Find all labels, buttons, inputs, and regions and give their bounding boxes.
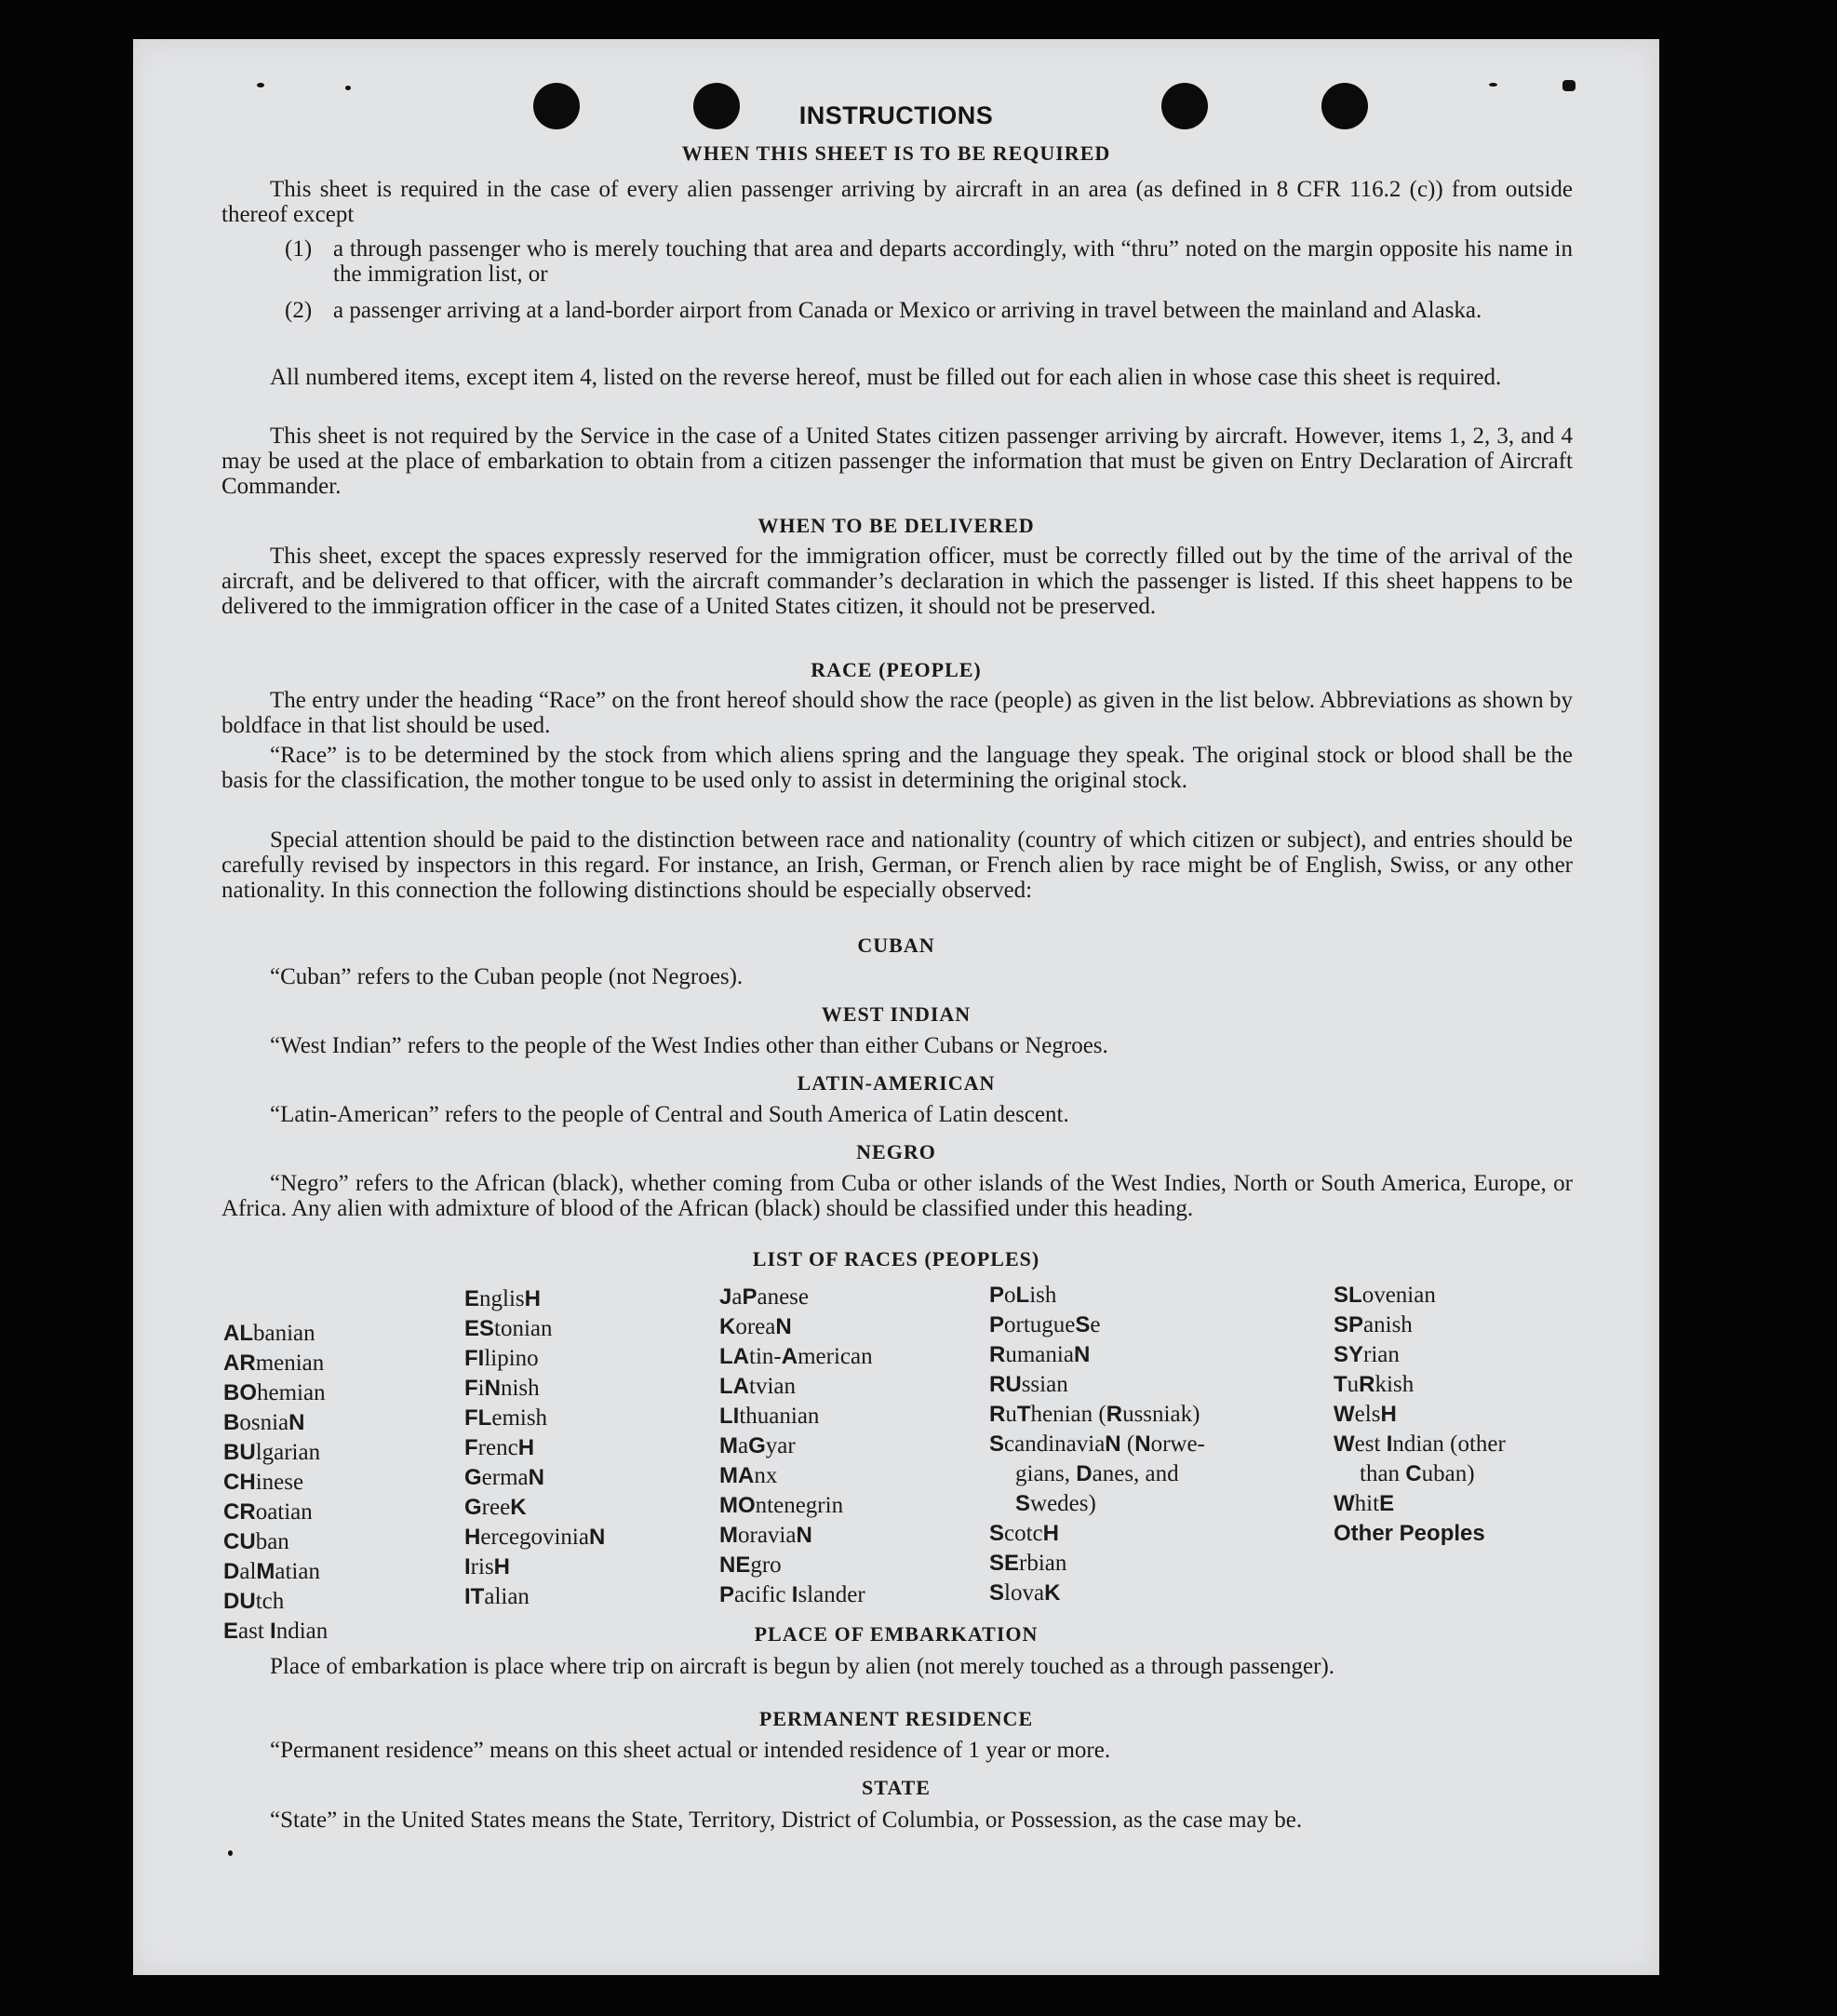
race-list-item: DUtch <box>223 1589 285 1614</box>
race-list-item: FrencH <box>464 1435 535 1460</box>
exception-item-2 <box>285 298 1573 323</box>
race-list-item: GermaN <box>464 1465 544 1490</box>
race-list-item: BOhemian <box>223 1380 326 1405</box>
race-list-column-4 <box>989 1281 1205 1608</box>
race-list-item: WelsH <box>1334 1402 1397 1427</box>
race-list-item: SYrian <box>1334 1342 1400 1367</box>
exception-item-1 <box>285 236 1573 287</box>
race-list-item: East Indian <box>223 1619 329 1644</box>
section-heading: WEST INDIAN <box>821 1002 972 1026</box>
section-heading: WHEN THIS SHEET IS TO BE REQUIRED <box>681 141 1111 165</box>
race-list-column-5 <box>1334 1281 1506 1549</box>
race-list-item: than Cuban) <box>1360 1461 1475 1486</box>
race-list-column-2 <box>464 1284 605 1612</box>
race-list-column-3 <box>719 1283 873 1610</box>
speck <box>1562 80 1576 91</box>
race-list-item: ALbanian <box>223 1321 315 1346</box>
delivered-paragraph: This sheet, except the spaces expressly reserved for the immigration officer, must be correctly filled out by the time of the arrival of the aircraft, and be delivered to that officer, with the aircraft commander’s declaration in which the passenger is listed. If this sheet happens to be delivered to the immigration officer in the case of a United States citizen, it should not be preserved. <box>221 544 1573 619</box>
race-list-item: WhitE <box>1334 1491 1395 1516</box>
race-list-item: FLemish <box>464 1405 548 1431</box>
race-list-item: CUban <box>223 1529 289 1554</box>
race-list-item: PortugueSe <box>989 1312 1101 1337</box>
page-title: INSTRUCTIONS <box>798 101 994 129</box>
section-heading: WHEN TO BE DELIVERED <box>758 514 1035 537</box>
section-heading: PLACE OF EMBARKATION <box>754 1622 1039 1646</box>
race-paragraph-3: Special attention should be paid to the distinction between race and nationality (country of which citizen or subject), and entries should be carefully revised by inspectors in this regard. For instance, an Irish, German, or French alien by race might be of English, Swiss, or any other nationality. In this connection the following distinctions should be especially observed: <box>221 827 1573 903</box>
race-list-item: MOntenegrin <box>719 1493 844 1518</box>
race-list-item: SlovaK <box>989 1580 1061 1606</box>
race-list-item: ITalian <box>464 1584 530 1609</box>
race-list-item: RuThenian (Russniak) <box>989 1402 1200 1427</box>
race-list-item: Other Peoples <box>1334 1521 1485 1546</box>
exception-number: (1) <box>285 236 313 262</box>
race-list-item: ScandinaviaN (Norwe- <box>989 1431 1205 1457</box>
section-heading: LIST OF RACES (PEOPLES) <box>752 1247 1040 1270</box>
section-heading: NEGRO <box>856 1140 936 1163</box>
latin-american-definition: “Latin-American” refers to the people of Central and South America of Latin descent. <box>270 1102 1069 1127</box>
exception-text: a through passenger who is merely touching that area and departs accordingly, with “thru” noted on the margin opposite his name in the immigration list, or <box>333 236 1573 287</box>
residence-definition: “Permanent residence” means on this sheet actual or intended residence of 1 year or more. <box>270 1738 1111 1763</box>
required-intro: This sheet is required in the case of every alien passenger arriving by aircraft in an area (as defined in 8 CFR 116.2 (c)) from outside thereof except <box>221 177 1573 227</box>
exception-number: (2) <box>285 298 313 323</box>
speck <box>345 86 351 90</box>
race-list-item: ARmenian <box>223 1351 325 1376</box>
race-list-item: EnglisH <box>464 1286 541 1311</box>
race-list-item: IrisH <box>464 1554 511 1579</box>
race-list-item: West Indian (other <box>1334 1431 1506 1457</box>
race-paragraph-1: The entry under the heading “Race” on the front hereof should show the race (people) as given in the list below. Abbreviations as shown by boldface in that list should be used. <box>221 688 1573 738</box>
race-list-item: FIlipino <box>464 1346 539 1371</box>
citizen-note-paragraph: This sheet is not required by the Service in the case of a United States citizen passenger arriving by aircraft. However, items 1, 2, 3, and 4 may be used at the place of embarkation to obtain from a citizen passenger the information that must be given on Entry Declaration of Aircraft Commander. <box>221 423 1573 499</box>
race-list-item: MoraviaN <box>719 1523 812 1548</box>
race-list-item: RUssian <box>989 1372 1068 1397</box>
race-list-item: EStonian <box>464 1316 553 1341</box>
race-paragraph-2: “Race” is to be determined by the stock from which aliens spring and the language they speak. The original stock or blood shall be the basis for the classification, the mother tongue to be used only to assist in determining the original stock. <box>221 743 1573 793</box>
race-list-item: GreeK <box>464 1495 527 1520</box>
race-list-item: Pacific Islander <box>719 1582 865 1607</box>
race-list-item: MAnx <box>719 1463 778 1488</box>
race-list-item: LAtvian <box>719 1374 797 1399</box>
race-list-item: HercegoviniaN <box>464 1525 606 1550</box>
race-list-item: LAtin-American <box>719 1344 873 1369</box>
speck <box>1489 83 1497 87</box>
race-list-item: CHinese <box>223 1470 304 1495</box>
section-heading: PERMANENT RESIDENCE <box>758 1707 1034 1730</box>
race-list-item: SErbian <box>989 1551 1067 1576</box>
race-list-item: CRoatian <box>223 1499 313 1525</box>
race-list-item: BUlgarian <box>223 1440 321 1465</box>
section-heading: LATIN-AMERICAN <box>797 1071 996 1095</box>
race-list-item: ScotcH <box>989 1521 1059 1546</box>
west-indian-definition: “West Indian” refers to the people of the West Indies other than either Cubans or Negroes. <box>270 1033 1108 1058</box>
exception-text: a passenger arriving at a land-border airport from Canada or Mexico or arriving in travel between the mainland and Alaska. <box>333 298 1482 323</box>
embarkation-definition: Place of embarkation is place where trip on aircraft is begun by alien (not merely touched as a through passenger). <box>270 1654 1335 1679</box>
numbered-items-paragraph: All numbered items, except item 4, listed on the reverse hereof, must be filled out for each alien in whose case this sheet is required. <box>270 365 1502 390</box>
race-list-item: Swedes) <box>1015 1491 1096 1516</box>
race-list-item: TuRkish <box>1334 1372 1415 1397</box>
race-list-item: JaPanese <box>719 1284 810 1310</box>
race-list-item: BosniaN <box>223 1410 305 1435</box>
speck <box>228 1850 233 1856</box>
race-list-item: SPanish <box>1334 1312 1413 1337</box>
section-heading: RACE (PEOPLE) <box>811 658 982 681</box>
race-list-item: RumaniaN <box>989 1342 1091 1367</box>
race-list-item: FiNnish <box>464 1376 540 1401</box>
cuban-definition: “Cuban” refers to the Cuban people (not Negroes). <box>270 964 744 989</box>
race-list-item: NEgro <box>719 1552 782 1578</box>
speck <box>257 83 264 87</box>
section-heading: CUBAN <box>857 934 935 957</box>
race-list-item: PoLish <box>989 1283 1057 1308</box>
state-definition: “State” in the United States means the State, Territory, District of Columbia, or Possession, as the case may be. <box>270 1808 1303 1833</box>
race-list-item: MaGyar <box>719 1433 796 1458</box>
race-list-item: gians, Danes, and <box>1015 1461 1179 1486</box>
race-list-item: LIthuanian <box>719 1404 820 1429</box>
section-heading: STATE <box>862 1776 931 1799</box>
race-list-item: KoreaN <box>719 1314 792 1339</box>
race-list-column-1 <box>223 1319 328 1646</box>
race-list-item: SLovenian <box>1334 1283 1436 1308</box>
negro-definition: “Negro” refers to the African (black), whether coming from Cuba or other islands of the West Indies, North or South America, Europe, or Africa. Any alien with admixture of blood of the African (black) should be classified under this heading. <box>221 1171 1573 1221</box>
race-list-item: DalMatian <box>223 1559 320 1584</box>
document-sheet <box>133 39 1659 1975</box>
